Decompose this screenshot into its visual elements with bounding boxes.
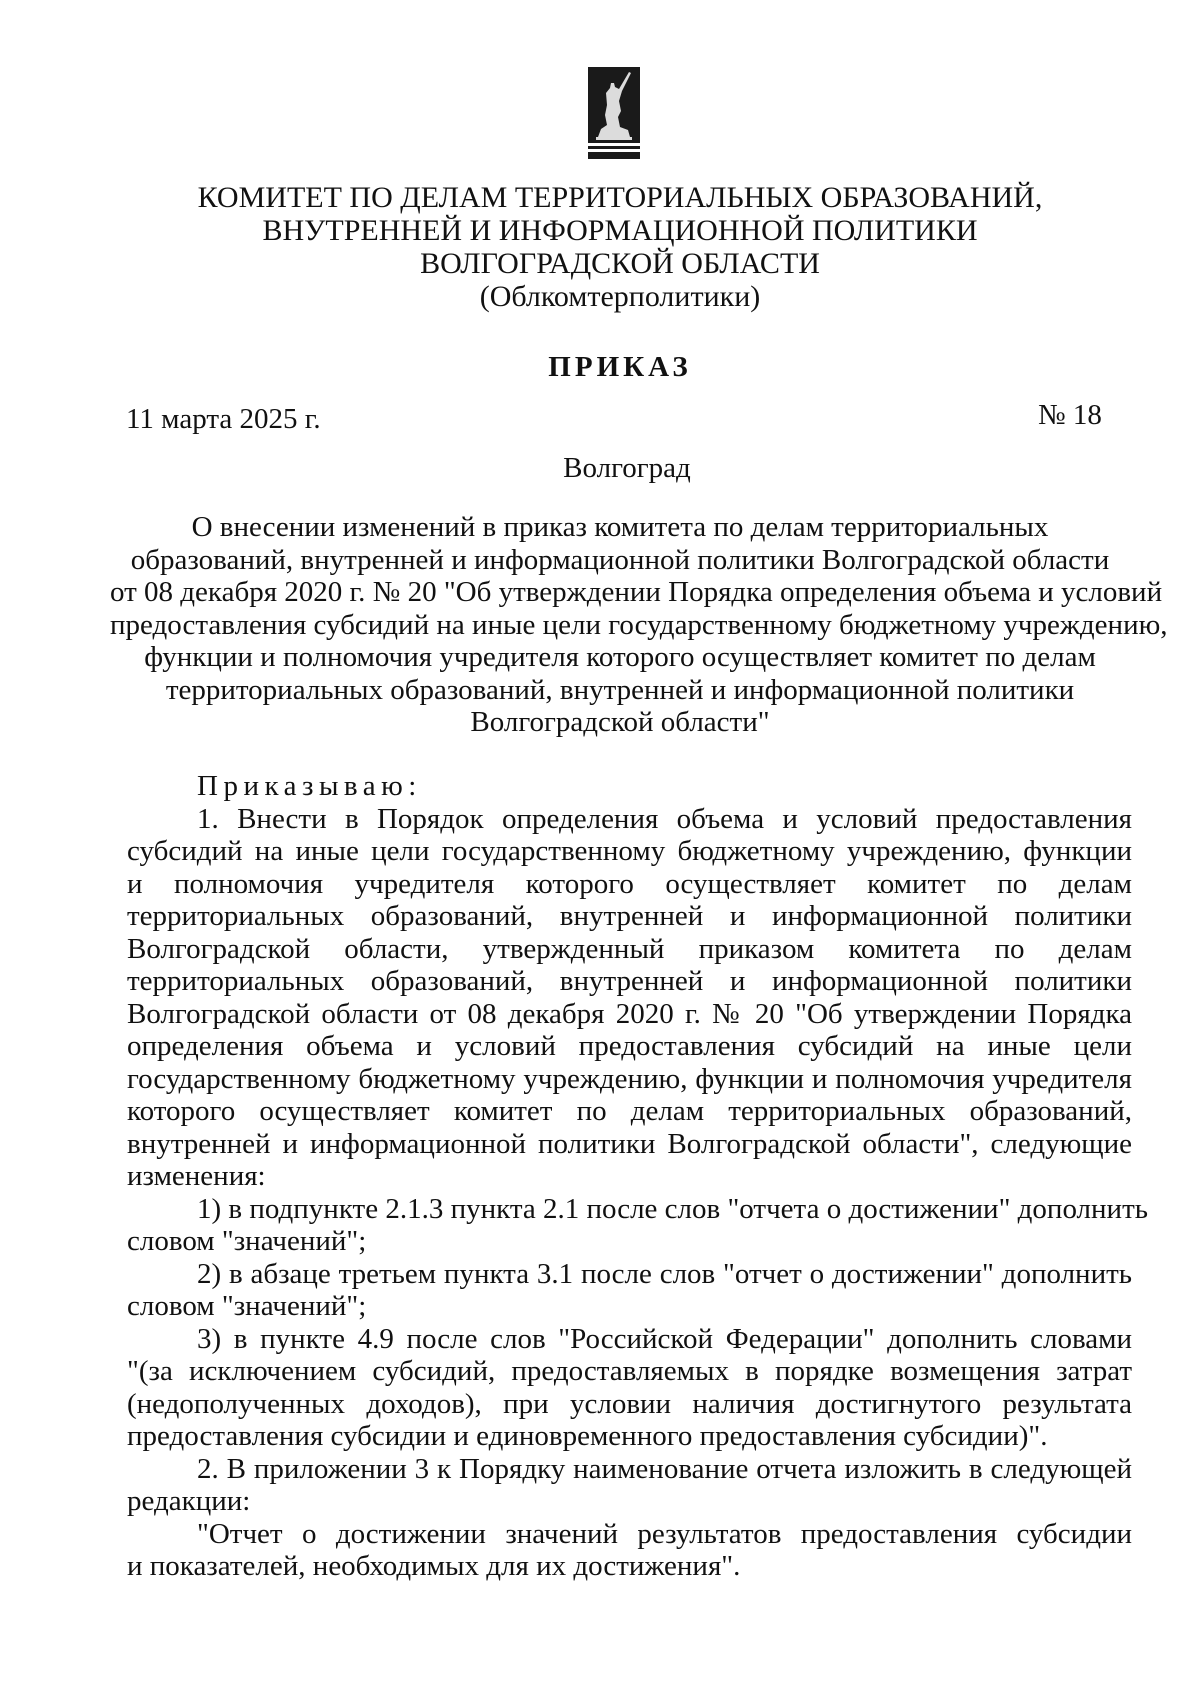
item-1-paragraph [127,803,1132,1193]
committee-line: ВНУТРЕННЕЙ И ИНФОРМАЦИОННОЙ ПОЛИТИКИ [262,214,978,247]
subject-line: функции и полномочия учредителя которого осуществляет комитет по делам [144,641,1096,673]
body-line: субсидий на иные цели государственному бюджетному учреждению, функции [127,835,1132,867]
document-date: 11 марта 2025 г. [126,403,321,435]
body-line: 3) в пункте 4.9 после слов "Российской Федерации" дополнить словами [197,1322,1132,1355]
body-line: 2) в абзаце третьем пункта 3.1 после слов "отчет о достижении" дополнить [197,1257,1132,1290]
body-line: территориальных образований, внутренней и информационной политики [127,965,1132,997]
document-subject [110,511,1168,739]
sub-item-1 [127,1192,1148,1258]
body-line: 2. В приложении 3 к Порядку наименование отчета изложить в следующей [197,1452,1132,1485]
item-2-paragraph [127,1453,1132,1518]
body-line: словом "значений"; [127,1290,367,1322]
document-city: Волгоград [563,452,691,484]
subject-line: территориальных образований, внутренней и информационной политики [165,673,1075,706]
body-line: "(за исключением субсидий, предоставляемых в порядке возмещения затрат [127,1355,1132,1387]
body-line: 1) в подпункте 2.1.3 пункта 2.1 после слов "отчета о достижении" дополнить [197,1192,1148,1225]
body-line: территориальных образований, внутренней и информационной политики [127,900,1132,932]
document-type: ПРИКАЗ [548,351,692,383]
body-line: редакции: [127,1485,251,1517]
body-line: и показателей, необходимых для их достижения". [127,1550,741,1582]
quoted-report-title [127,1518,1132,1583]
subject-line: Волгоградской области" [470,706,770,738]
subject-line: от 08 декабря 2020 г. № 20 "Об утверждении Порядка определения объема и условий [110,576,1163,608]
document-number: № 18 [1038,399,1102,431]
body-line: внутренней и информационной политики Волгоградской области", следующие [127,1127,1132,1160]
volgograd-coat-of-arms-icon [588,67,640,159]
subject-line: О внесении изменений в приказ комитета по делам территориальных [191,511,1049,543]
committee-line: КОМИТЕТ ПО ДЕЛАМ ТЕРРИТОРИАЛЬНЫХ ОБРАЗОВАНИЙ, [197,181,1043,214]
body-line: "Отчет о достижении значений результатов предоставления субсидии [197,1517,1132,1550]
body-line: (недополученных доходов), при условии наличия достигнутого результата [127,1387,1132,1420]
body-line: Волгоградской области, утвержденный приказом комитета по делам [127,932,1132,965]
document-body [127,770,1148,1583]
committee-short-name: (Облкомтерполитики) [479,280,761,313]
body-line: 1. Внести в Порядок определения объема и условий предоставления [197,802,1132,835]
body-line: государственному бюджетному учреждению, функции и полномочия учредителя [127,1062,1132,1095]
committee-line: ВОЛГОГРАДСКОЙ ОБЛАСТИ [420,247,820,280]
body-line: и полномочия учредителя которого осуществляет комитет по делам [127,867,1132,900]
body-line: которого осуществляет комитет по делам территориальных образований, [127,1095,1132,1127]
body-line: определения объема и условий предоставления субсидий на иные цели [127,1030,1132,1062]
subject-line: предоставления субсидий на иные цели государственному бюджетному учреждению, [110,608,1168,641]
order-word: Приказываю: [197,770,422,802]
body-line: Волгоградской области от 08 декабря 2020 г. № 20 "Об утверждении Порядка [127,997,1132,1030]
body-line: изменения: [127,1160,266,1192]
body-line: предоставления субсидии и единовременного предоставления субсидии)". [127,1420,1048,1452]
sub-item-2 [127,1258,1132,1323]
sub-item-3 [127,1323,1132,1453]
body-line: словом "значений"; [127,1225,367,1257]
committee-name [150,181,1090,313]
subject-line: образований, внутренней и информационной политики Волгоградской области [130,543,1110,576]
